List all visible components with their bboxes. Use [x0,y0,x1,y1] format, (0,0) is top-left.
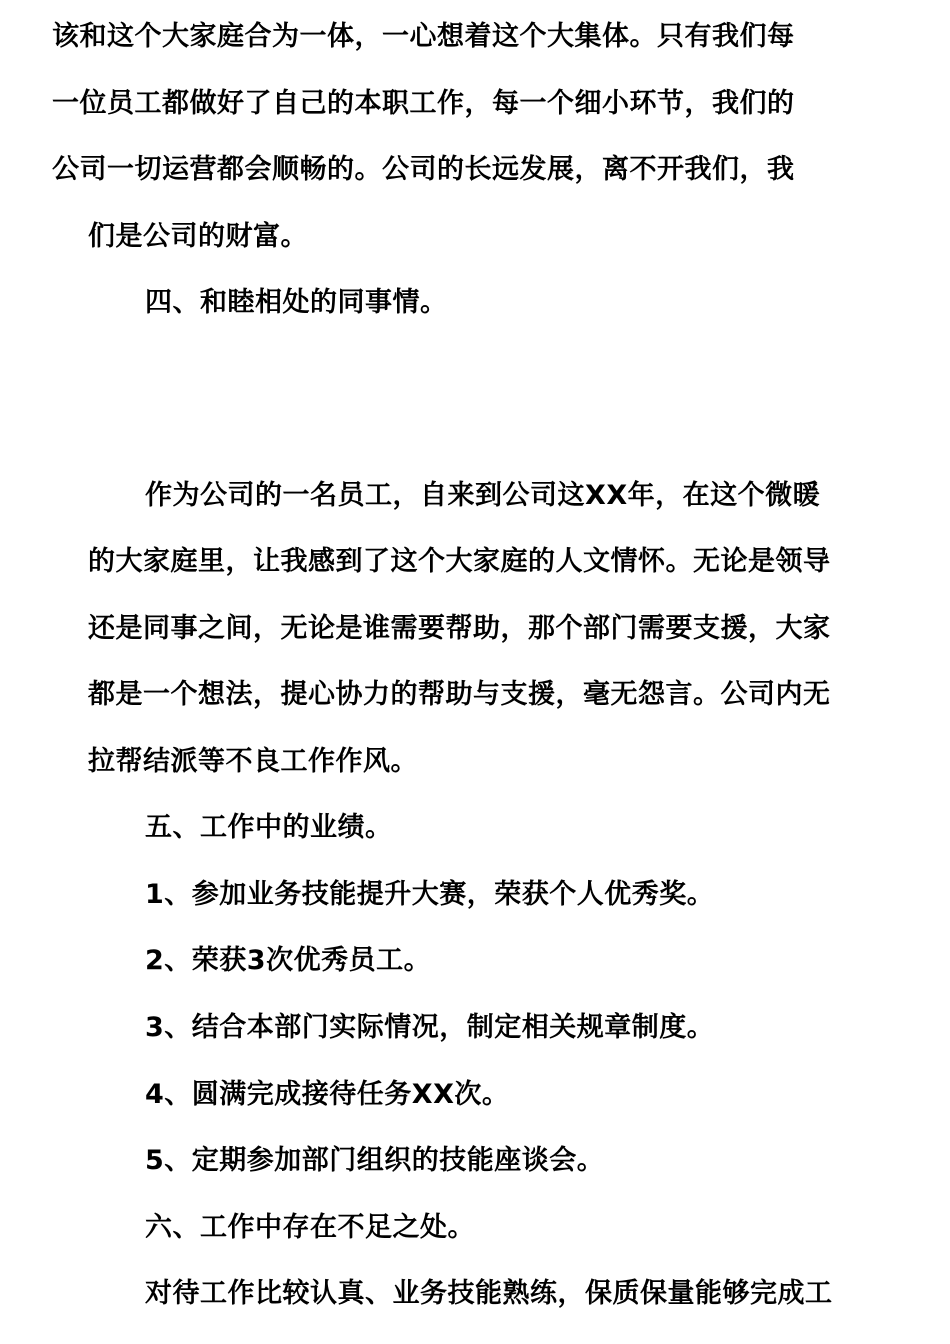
list-item: 2、荣获3次优秀员工。 [145,945,432,976]
paragraph-line: 该和这个大家庭合为一体，一心想着这个大集体。只有我们每 [52,21,795,52]
paragraph-line: 都是一个想法，提心协力的帮助与支援，毫无怨言。公司内无 [88,679,831,710]
paragraph-line: 们是公司的财富。 [88,221,308,252]
list-item: 3、结合本部门实际情况，制定相关规章制度。 [145,1012,715,1043]
section-heading: 五、工作中的业绩。 [145,812,393,843]
paragraph-line: 还是同事之间，无论是谁需要帮助，那个部门需要支援，大家 [88,613,831,644]
list-item: 1、参加业务技能提升大赛，荣获个人优秀奖。 [145,879,715,910]
section-heading: 四、和睦相处的同事情。 [145,287,448,318]
paragraph-line: 对待工作比较认真、业务技能熟练，保质保量能够完成工 [145,1278,833,1309]
list-item: 4、圆满完成接待任务XX次。 [145,1079,510,1110]
section-heading: 六、工作中存在不足之处。 [145,1212,475,1243]
paragraph-line: 的大家庭里，让我感到了这个大家庭的人文情怀。无论是领导 [88,546,831,577]
paragraph-line: 一位员工都做好了自己的本职工作，每一个细小环节，我们的 [52,88,795,119]
paragraph-line: 作为公司的一名员工，自来到公司这XX年，在这个微暖 [145,480,821,511]
paragraph-line: 拉帮结派等不良工作作风。 [88,746,418,777]
paragraph-line: 公司一切运营都会顺畅的。公司的长远发展，离不开我们，我 [52,154,795,185]
list-item: 5、定期参加部门组织的技能座谈会。 [145,1145,605,1176]
